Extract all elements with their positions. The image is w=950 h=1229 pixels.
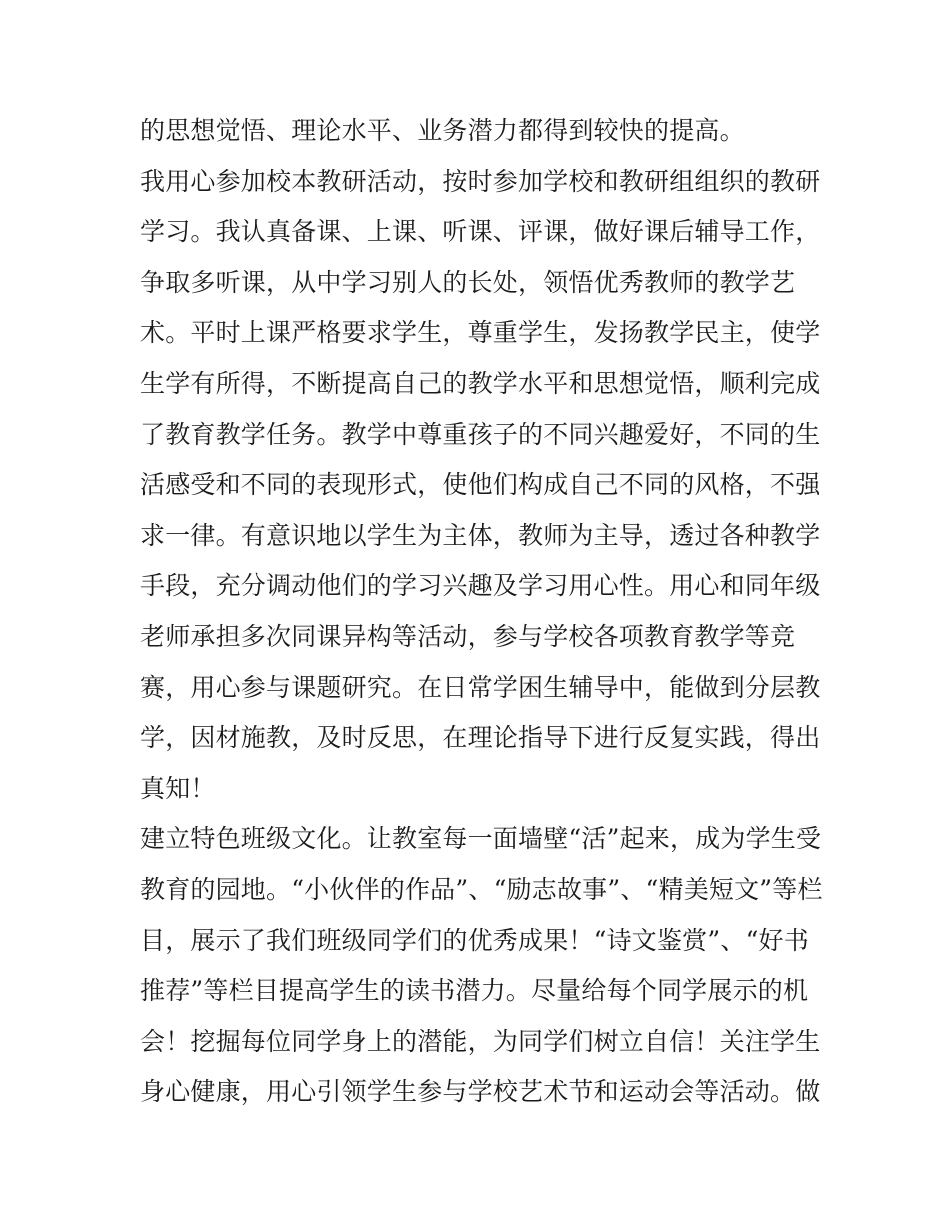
text-line: 手段，充分调动他们的学习兴趣及学习用心性。用心和同年级	[140, 571, 821, 601]
text-line: 教育的园地。“小伙伴的作品”、“励志故事”、“精美短文”等栏	[140, 875, 823, 904]
text-line: 争取多听课，从中学习别人的长处，领悟优秀教师的教学艺	[140, 267, 796, 297]
text-line: 术。平时上课严格要求学生，尊重学生，发扬教学民主，使学	[140, 318, 821, 348]
text-line: 活感受和不同的表现形式，使他们构成自己不同的风格，不强	[140, 470, 821, 500]
text-line: 求一律。有意识地以学生为主体，教师为主导，透过各种教学	[140, 520, 821, 550]
text-line: 的思想觉悟、理论水平、业务潜力都得到较快的提高。	[140, 116, 745, 145]
text-line: 推荐”等栏目提高学生的读书潜力。尽量给每个同学展示的机	[140, 976, 809, 1006]
text-line: 老师承担多次同课异构等活动，参与学校各项教育教学等竞	[140, 622, 796, 651]
text-line: 建立特色班级文化。让教室每一面墙壁“活”起来，成为学生受	[140, 824, 822, 854]
text-line: 会！挖掘每位同学身上的潜能，为同学们树立自信！关注学生	[140, 1026, 821, 1056]
text-line: 目，展示了我们班级同学们的优秀成果！“诗文鉴赏”、“好书	[140, 925, 809, 955]
text-line: 赛，用心参与课题研究。在日常学困生辅导中，能做到分层教	[140, 672, 821, 702]
text-line: 了教育教学任务。教学中尊重孩子的不同兴趣爱好，不同的生	[140, 419, 821, 449]
text-line: 真知！	[140, 773, 216, 803]
text-line: 学，因材施教，及时反思，在理论指导下进行反复实践，得出	[140, 723, 821, 753]
text-line: 我用心参加校本教研活动，按时参加学校和教研组组织的教研	[140, 166, 821, 196]
text-line: 学习。我认真备课、上课、听课、评课，做好课后辅导工作，	[140, 217, 821, 247]
text-line: 身心健康，用心引领学生参与学校艺术节和运动会等活动。做	[140, 1077, 821, 1107]
text-line: 生学有所得，不断提高自己的教学水平和思想觉悟，顺利完成	[140, 369, 821, 398]
